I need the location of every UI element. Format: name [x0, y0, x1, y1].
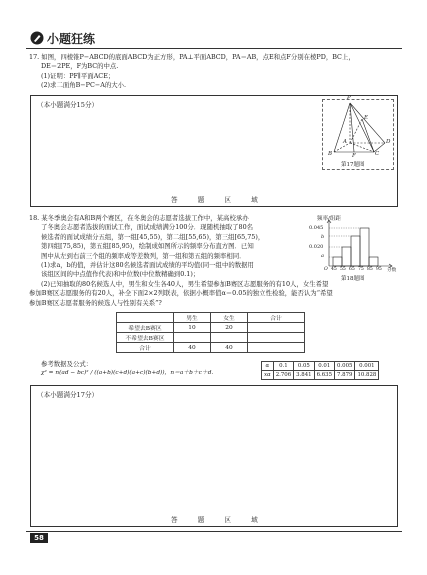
- table-cell: 7.879: [335, 371, 355, 380]
- q17-text: [29, 53, 401, 91]
- q18-critical-value-table: [261, 361, 379, 380]
- table-cell: xα: [262, 371, 274, 380]
- table-cell[interactable]: [174, 333, 211, 343]
- table-cell: 0.001: [355, 362, 379, 371]
- q18-line: (2)已知抽取的80名候选人中，男生和女生各40人，男生希望参加B赛区志愿服务的有10人，女生希望: [41, 280, 329, 288]
- q17-answer-box[interactable]: [30, 95, 398, 207]
- table-cell: 20: [211, 323, 248, 333]
- table-row: [117, 343, 305, 353]
- hist-xtick: 95: [376, 267, 382, 272]
- hist-xtick: 55: [340, 267, 346, 272]
- fig-label-d: D: [386, 139, 391, 145]
- q17-line: 17. 如图，四棱锥P−ABCD的底面ABCD为正方形，PA⊥平面ABCD，PA＝AB，点E和点F分别在棱PD，BC上，: [29, 53, 355, 61]
- table-row: [262, 362, 379, 371]
- hist-xtick: 85: [367, 267, 373, 272]
- table-cell: 希望去B赛区: [117, 323, 174, 333]
- footer-rule: [26, 531, 402, 532]
- table-row: [117, 323, 305, 333]
- q18-histogram: [311, 214, 403, 280]
- fig-label-c: C: [375, 151, 380, 157]
- table-cell[interactable]: [248, 333, 305, 343]
- table-cell: 合计: [248, 313, 305, 323]
- fig-label-e: E: [364, 115, 369, 121]
- q17-fig-caption: 第17题图: [341, 162, 365, 168]
- table-cell: 2.706: [273, 371, 293, 380]
- formula-label: 参考数据及公式：: [41, 360, 93, 368]
- fig-label-b: B: [328, 151, 333, 157]
- table-row: [117, 313, 305, 323]
- q18-line: 了冬奥会志愿者选拔的面试工作，面试成绩满分100分．现随机抽取了80名: [41, 223, 254, 232]
- table-row: [262, 371, 379, 380]
- fig-label-p: P: [347, 95, 351, 101]
- table-cell[interactable]: [248, 343, 305, 353]
- table-cell: 0.05: [294, 362, 314, 371]
- q18-line: 18. 某冬季奥会有A和B两个赛区，在冬奥会的志愿者选拔工作中，某高校承办: [29, 214, 249, 222]
- hist-xtick: O: [324, 267, 328, 272]
- q18-answer-area-label: 答 题 区 域: [171, 516, 267, 524]
- hist-ytick: a: [321, 253, 324, 259]
- q17-figure-frame: [322, 95, 394, 170]
- table-cell: 0.1: [273, 362, 293, 371]
- table-cell: 6.635: [314, 371, 334, 380]
- table-cell[interactable]: [248, 323, 305, 333]
- table-cell: 40: [174, 343, 211, 353]
- q18-contingency-table: [116, 312, 305, 353]
- table-cell: 男生: [174, 313, 211, 323]
- pen-circle-icon: [30, 31, 44, 45]
- hist-xtick: 75: [358, 267, 364, 272]
- q18-score: （本小题满分17分）: [37, 391, 99, 399]
- formula-text: χ² = n(ad − bc)² / ((a+b)(c+d)(a+c)(b+d))，n＝a＋b＋c＋d.: [41, 370, 214, 376]
- hist-caption: 第18题图: [341, 276, 365, 282]
- table-cell[interactable]: [211, 333, 248, 343]
- q17-line: (1)证明：PF∥平面ACE；: [41, 71, 115, 80]
- table-cell: 40: [211, 343, 248, 353]
- q18-text-bottom: [29, 280, 401, 308]
- table-cell: 10: [174, 323, 211, 333]
- hist-xtick: 65: [349, 267, 355, 272]
- page-number-text: 58: [34, 534, 44, 542]
- q18-formula: [41, 360, 271, 377]
- q18-answer-box[interactable]: [30, 385, 398, 527]
- page-number: [30, 533, 48, 543]
- q18-line: 图中从左到右前三个组的频率成等差数列，第一组和第五组的频率相同．: [41, 251, 246, 260]
- table-cell: [117, 313, 174, 323]
- q17-answer-area-label: 答 题 区 域: [171, 196, 267, 204]
- q17-line: DE＝2PE，F为BC的中点.: [41, 62, 119, 71]
- hist-ytick: 0.045: [309, 225, 324, 231]
- pyramid-figure: [323, 100, 393, 162]
- table-cell: 不希望去B赛区: [117, 333, 174, 343]
- q18-line: 参加B赛区志愿者服务的候选人与性别有关系”?: [29, 298, 162, 307]
- fig-label-a: A: [343, 139, 347, 145]
- hist-ytick: 0.020: [309, 244, 324, 250]
- hist-xtick: 45: [331, 267, 337, 272]
- q18-line: (1)求a，b的值，并估计这80名候选者面试成绩的平均值(同一组中的数据用: [41, 261, 254, 270]
- header-title: 小题狂练: [47, 32, 96, 46]
- q18-line: 候选者的面试成绩分五组，第一组[45,55)，第二组[55,65)，第三组[65,75)，: [41, 232, 265, 241]
- header-rule: [26, 48, 402, 49]
- q18-line: 该组区间的中点值作代表)和中位数(中位数精确到0.1)；: [41, 270, 200, 279]
- fig-label-f: F: [352, 153, 356, 159]
- hist-ytick: b: [321, 234, 325, 240]
- table-cell: 10.828: [355, 371, 379, 380]
- hist-xlabel: 分数: [387, 268, 397, 273]
- table-cell: 女生: [211, 313, 248, 323]
- q18-line: 参加B赛区志愿服务的有20人，补全下面2×2列联表，依据小概率值α＝0.05的独立性检验，能否认为“希望: [29, 289, 333, 298]
- q18-line: 第四组[75,85)，第五组[85,95)，绘制成如图所示的频率分布直方图．已知: [41, 242, 254, 251]
- q17-line: (2)求二面角B−PC−A的大小.: [41, 81, 127, 90]
- table-row: [117, 333, 305, 343]
- table-cell: 合计: [117, 343, 174, 353]
- q17-score: （本小题满分15分）: [37, 101, 99, 109]
- table-cell: 0.005: [335, 362, 355, 371]
- hist-ylabel: 频率/组距: [317, 216, 341, 222]
- table-cell: 3.841: [294, 371, 314, 380]
- table-cell: α: [262, 362, 274, 371]
- table-cell: 0.01: [314, 362, 334, 371]
- q18-text-top: [29, 214, 309, 280]
